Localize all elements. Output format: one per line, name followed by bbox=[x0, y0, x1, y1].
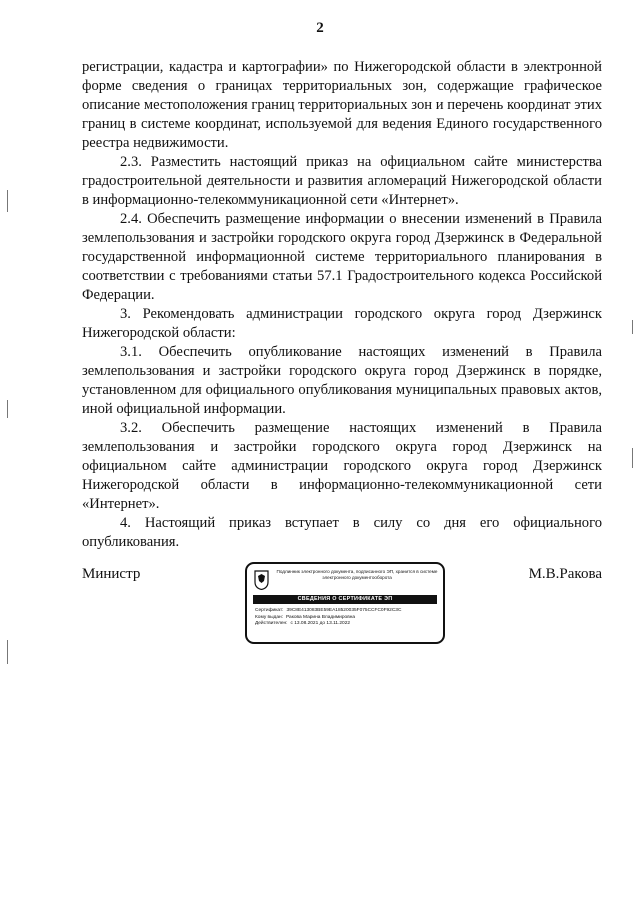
electronic-signature-stamp bbox=[245, 562, 445, 644]
validity-label: Действителен: bbox=[255, 621, 288, 627]
page-number: 2 bbox=[316, 20, 324, 36]
certificate-label: Сертификат: bbox=[255, 608, 284, 613]
certificate-row bbox=[255, 608, 439, 615]
paragraph-2-3: 2.3. Разместить настоящий приказ на официальном сайте министерства градостроительной деятельности и развития агломераций Нижегородской области в информационно-телекоммуникационной сети «Интернет». bbox=[82, 154, 602, 208]
scan-margin-mark bbox=[7, 400, 8, 418]
paragraph-3: 3. Рекомендовать администрации городского округа город Дзержинск Нижегородской области: bbox=[82, 306, 602, 341]
paragraph-3-2: 3.2. Обеспечить размещение настоящих изменений в Правила землепользования и застройки городского округа город Дзержинск на официальном сайте администрации городского округа город Дзержинск Нижегородской области в информационно-телекоммуникационной сети «Интернет». bbox=[82, 420, 602, 512]
paragraph-3-1: 3.1. Обеспечить опубликование настоящих изменений в Правила землепользования и застройки городского округа город Дзержинск в порядке, установленном для официального опубликования муниципальных правовых актов, иной официальной информации. bbox=[82, 344, 602, 417]
signer-name: М.В.Ракова bbox=[528, 566, 602, 582]
paragraph-continuation: регистрации, кадастра и картографии» по Нижегородской области в электронной форме сведения о границах территориальных зон, содержащие графическое описание местоположения границ территориальных зон и перечень координат этих границ в системе координат, используемой для ведения Единого государственного реестра недвижимости. bbox=[82, 59, 602, 151]
scan-margin-mark bbox=[632, 320, 633, 334]
certificate-value: 39C8E413083BE59EA18520035F075CCFC0F92C3C bbox=[286, 608, 402, 613]
stamp-header: СВЕДЕНИЯ О СЕРТИФИКАТЕ ЭП bbox=[253, 595, 437, 604]
issued-to-label: Кому выдан: bbox=[255, 614, 283, 620]
scan-margin-mark bbox=[7, 190, 8, 212]
issued-to-value: Ракова Марина Владимировна bbox=[286, 614, 356, 620]
scan-margin-mark bbox=[7, 640, 8, 664]
signature-block bbox=[82, 558, 602, 658]
document-body bbox=[82, 58, 602, 552]
validity-row bbox=[255, 621, 439, 628]
signer-title: Министр bbox=[82, 566, 141, 582]
paragraph-4: 4. Настоящий приказ вступает в силу со дня его официального опубликования. bbox=[82, 515, 602, 550]
scan-margin-mark bbox=[632, 448, 633, 468]
paragraph-2-4: 2.4. Обеспечить размещение информации о внесении изменений в Правила землепользования и застройки городского округа город Дзержинск в Федеральной государственной информационной системе территориального планирования в соответствии с требованиями статьи 57.1 Градостроительного кодекса Российской Федерации. bbox=[82, 211, 602, 303]
coat-of-arms-icon bbox=[254, 570, 269, 590]
stamp-details bbox=[255, 608, 439, 628]
stamp-notice: Подлинник электронного документа, подписанного ЭП, хранится в системе электронного документооборота bbox=[276, 569, 438, 580]
validity-value: с 13.08.2021 до 13.11.2022 bbox=[290, 621, 351, 627]
